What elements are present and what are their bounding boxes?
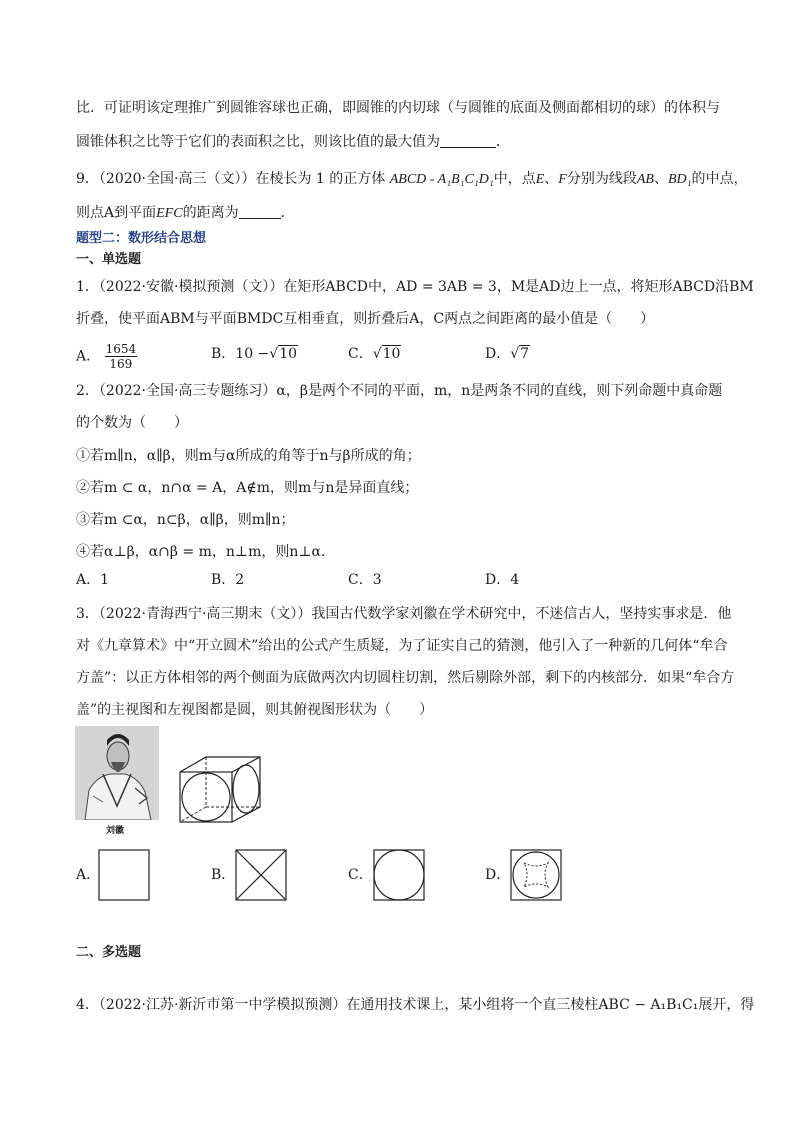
sqrt-icon: √ — [510, 346, 520, 362]
type2-heading: 题型二：数形结合思想 — [76, 231, 207, 246]
q2-line2: 的个数为（ ） — [76, 415, 188, 431]
q2-statement-2: ②若m ⊂ α，n∩α = A，A∉m，则m与n是异面直线； — [76, 480, 419, 496]
liu-hui-portrait — [75, 726, 159, 820]
p9-line2b: 的距离为 — [182, 205, 239, 221]
answer-blank — [239, 204, 281, 219]
q3-option-b-label[interactable]: B． — [211, 867, 236, 883]
q3-line2: 对《九章算术》中“开立圆术”给出的公式产生质疑，为了证实自己的猜测，他引入了一种新的几何体“牟合 — [76, 638, 728, 654]
q3-line4: 盖”的主视图和左视图都是圆，则其俯视图形状为（ ） — [76, 702, 434, 718]
q2-statement-3: ③若m ⊂α，n⊂β，α∥β，则m∥n； — [76, 512, 295, 528]
q1-option-c[interactable] — [348, 344, 401, 364]
p9-line2: 则点A到平面EFC的距离为 ． — [76, 205, 295, 221]
answer-blank — [440, 133, 496, 148]
q3-option-d-circle-curved-square[interactable] — [510, 849, 562, 901]
q1-line2: 折叠，使平面ABM与平面BMDC互相垂直，则折叠后A，C两点之间距离的最小值是（ ） — [76, 311, 655, 327]
q2-statement-4: ④若α⊥β，α∩β = m，n⊥m，则n⊥α． — [76, 544, 335, 560]
q3-option-c-circle-in-square[interactable] — [373, 849, 425, 901]
p9-cube: ABCD - A₁B₁C₁D₁ — [389, 172, 494, 187]
section-multi-choice: 二、多选题 — [76, 945, 142, 960]
q2-line1: 2．（2022·全国·高三专题练习）α，β是两个不同的平面，m，n是两条不同的直线，则下列命题中真命题 — [76, 383, 723, 399]
q1-option-d[interactable] — [485, 344, 530, 364]
q1-option-b-label: B． — [211, 346, 236, 362]
q1-option-a-numerator: 1654 — [105, 342, 137, 356]
p9-mid: 中，点 — [493, 171, 536, 187]
q1-option-c-radicand: 10 — [382, 346, 401, 362]
p8-line1: 比．可证明该定理推广到圆锥容球也正确，即圆锥的内切球（与圆锥的底面及侧面都相切的球）的体积与 — [76, 100, 720, 116]
section-single-choice: 一、单选题 — [76, 252, 142, 267]
q2-option-d[interactable]: D．4 — [485, 572, 520, 588]
p9-point-f: F — [558, 172, 567, 187]
q3-line1: 3．（2022·青海西宁·高三期末（文））我国古代数学家刘徽在学术研究中，不迷信古人，坚持实事求是．他 — [76, 606, 732, 622]
q1-option-b-pre: 10 − — [235, 346, 270, 362]
q3-line3: 方盖”：以正方体相邻的两个侧面为底做两次内切圆柱切割，然后剔除外部，剩下的内核部分．如果“牟合方 — [76, 670, 735, 686]
sqrt-icon: √ — [269, 346, 279, 362]
p9-point-e: E — [535, 172, 545, 187]
q1-option-a-label: A． — [76, 348, 101, 365]
q1-option-c-label: C． — [348, 346, 373, 362]
q3-option-b-crossed-square[interactable] — [235, 849, 287, 901]
p9-seg-bd1: BD₁ — [667, 172, 692, 187]
p9-num: 9． — [76, 171, 99, 187]
q1-option-a-denominator: 169 — [109, 357, 133, 371]
p9-mid2: 分别为线段 — [566, 171, 637, 187]
q2-statement-1: ①若m∥n，α∥β，则m与α所成的角等于n与β所成的角； — [76, 448, 421, 464]
cube-cylinders-figure — [178, 755, 266, 825]
p9-line2a: 则点A到平面 — [76, 205, 157, 221]
p8-line2: 圆锥体积之比等于它们的表面积之比，则该比值的最大值为 ． — [76, 134, 510, 150]
q1-line1: 1．（2022·安徽·模拟预测（文））在矩形ABCD中，AD = 3AB = 3，M是AD边上一点，将矩形ABCD沿BM — [76, 279, 754, 295]
p9-seg-ab: AB — [636, 172, 654, 187]
q1-option-d-radicand: 7 — [520, 346, 530, 362]
q4-line1: 4．（2022·江苏·新沂市第一中学模拟预测）在通用技术课上，某小组将一个直三棱柱ABC − A₁B₁C₁展开，得 — [76, 997, 755, 1013]
p8-line2-text: 圆锥体积之比等于它们的表面积之比，则该比值的最大值为 — [76, 134, 440, 150]
p9-line1: 9．（2020·全国·高三（文））在棱长为 1 的正方体 ABCD - A₁B₁C₁D₁中，点E、F分别为线段AB、BD₁的中点， — [76, 171, 748, 187]
q3-option-c-label[interactable]: C． — [348, 867, 373, 883]
p9-tail: 的中点， — [691, 171, 748, 187]
q2-option-b[interactable]: B．2 — [211, 572, 245, 588]
p9-source: （2020·全国·高三（文））在棱长为 1 的正方体 — [98, 171, 386, 187]
p9-plane: EFC — [156, 206, 183, 221]
sqrt-icon: √ — [372, 346, 382, 362]
portrait-caption: 刘徽 — [106, 826, 125, 836]
q1-option-a-fraction — [105, 342, 138, 371]
q2-option-a[interactable]: A．1 — [76, 572, 110, 588]
q2-option-c[interactable]: C．3 — [348, 572, 382, 588]
q3-option-a-label[interactable]: A． — [76, 867, 101, 883]
q3-option-d-label[interactable]: D． — [485, 867, 511, 883]
q1-option-a[interactable] — [76, 342, 137, 371]
q1-option-d-label: D． — [485, 346, 511, 362]
q3-option-a-square[interactable] — [98, 849, 150, 901]
q1-option-b[interactable] — [211, 344, 298, 364]
q1-option-b-radicand: 10 — [279, 346, 298, 362]
p9-sep: 、 — [544, 171, 559, 187]
